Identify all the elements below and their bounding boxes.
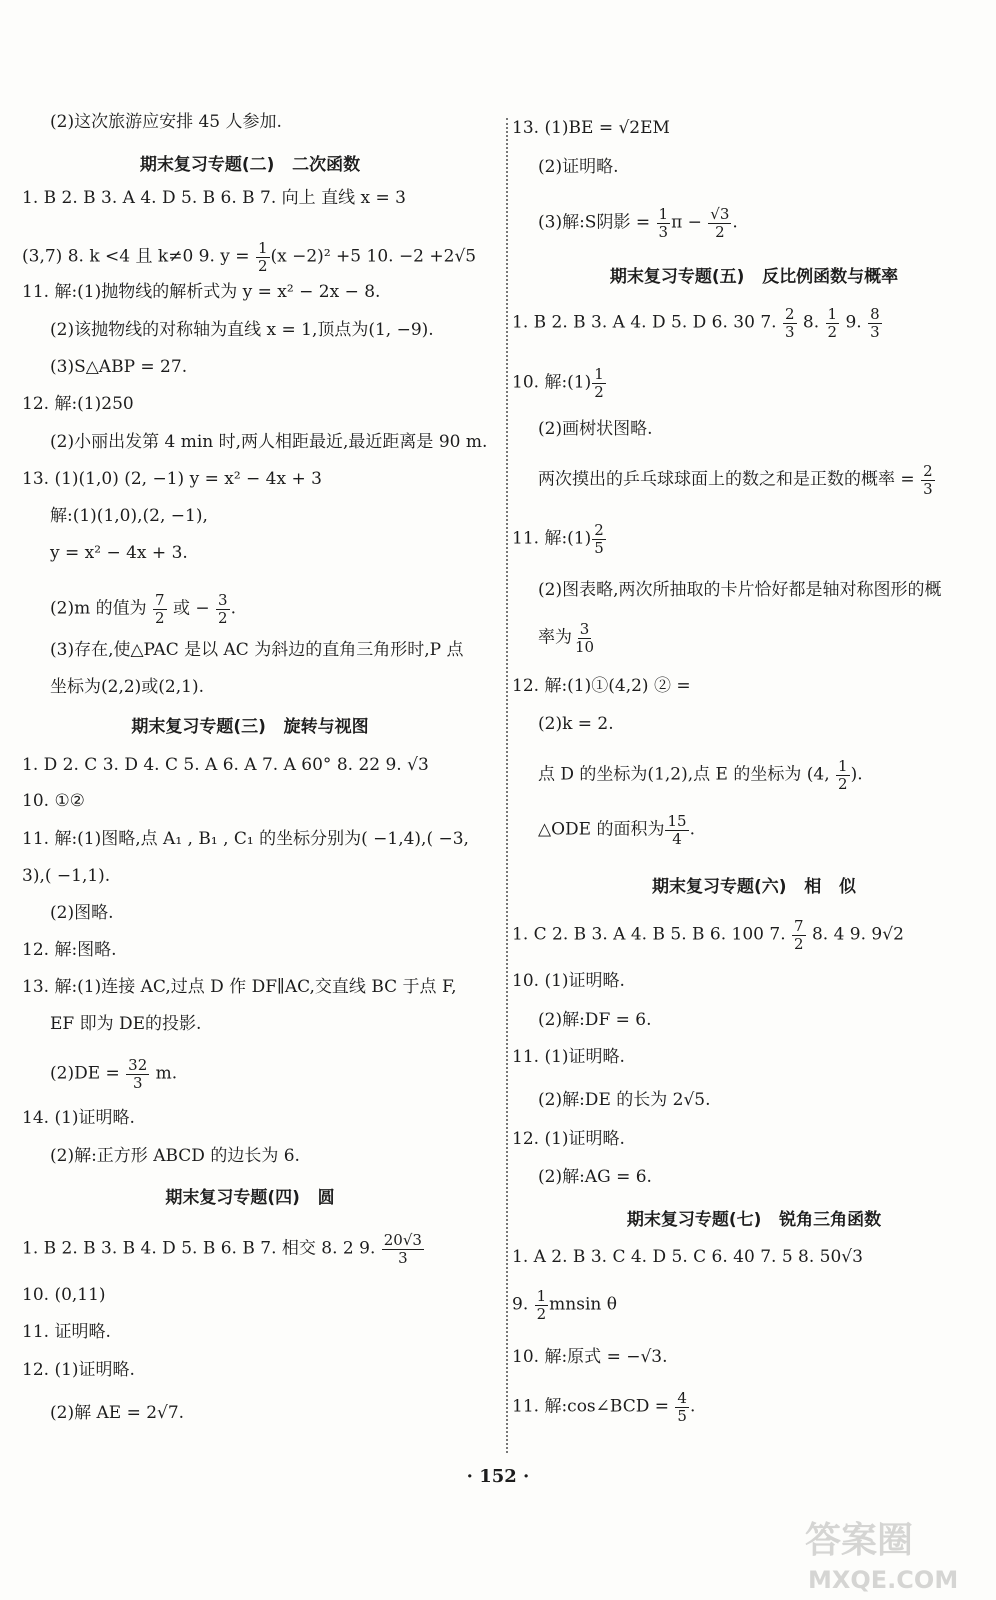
fraction [921,463,935,497]
answer-text: 两次摸出的乒乓球球面上的数之和是正数的概率 = [538,469,921,490]
answer-line: 10. 解:原式 = −√3. [512,1347,668,1367]
fraction-numerator: 32 [128,1056,148,1074]
fraction [256,240,270,274]
answer-line [512,522,607,556]
fraction [708,206,731,240]
answer-line: (2)解:DE 的长为 2√5. [538,1090,711,1110]
fraction [826,306,840,340]
fraction-denominator: 3 [398,1248,408,1267]
fraction-denominator: 4 [672,829,682,848]
answer-line: EF 即为 DE的投影. [50,1014,202,1034]
fraction [216,592,230,626]
fraction-denominator: 5 [594,538,604,557]
fraction [868,306,882,340]
fraction [665,813,688,847]
answer-line: (2)k = 2. [538,714,614,734]
answer-line [512,306,883,340]
fraction-numerator: 3 [579,620,590,638]
fraction-denominator: 2 [715,222,725,241]
answer-line: 11. 解:(1)图略,点 A₁ , B₁ , C₁ 的坐标分别为( −1,4),( −3, [22,829,469,849]
answer-line: 10. (1)证明略. [512,971,625,991]
answer-text: 8. 4 9. 9√2 [806,924,904,945]
answer-line: 3),( −1,1). [22,866,111,886]
fraction-denominator: 3 [923,479,933,498]
answer-line: 11. (1)证明略. [512,1047,625,1067]
answer-line: 12. 解:(1)①(4,2) ② = [512,676,691,696]
answer-line: (2)画树状图略. [538,419,653,439]
answer-text: mnsin θ [549,1294,617,1315]
answer-line [512,1390,695,1424]
answer-line: (2)图略. [50,903,114,923]
fraction-numerator: 20√3 [383,1231,422,1249]
section-heading: 期末复习专题(二) 二次函数 [139,155,361,175]
fraction-numerator: 7 [155,591,165,609]
fraction-numerator: √3 [710,205,730,223]
answer-text: (2)DE = [50,1063,126,1084]
fraction [675,1390,689,1424]
answer-line: (2)该抛物线的对称轴为直线 x = 1,顶点为(1, −9). [50,320,434,340]
answer-line: (2)解:正方形 ABCD 的边长为 6. [50,1146,300,1166]
answer-text: (3)解:S阴影 = [538,212,656,233]
answer-line [538,758,863,792]
answer-text: (3,7) 8. k <4 且 k≠0 9. y = [22,246,255,267]
section-heading: 期末复习专题(三) 旋转与视图 [131,717,369,737]
answer-text: 或 − [167,598,216,619]
answer-line: 10. (0,11) [22,1285,106,1305]
answer-line: 11. 证明略. [22,1322,111,1342]
answer-text: 1. B 2. B 3. B 4. D 5. B 6. B 7. 相交 8. 2 9. [22,1238,381,1259]
answer-text: 率为 [538,627,572,648]
section-heading: 期末复习专题(七) 锐角三角函数 [626,1210,882,1230]
fraction [783,306,797,340]
fraction-denominator: 10 [575,637,595,656]
fraction-denominator: 2 [218,608,228,627]
answer-text: (x −2)² +5 10. −2 +2√5 [270,246,477,267]
answer-line: (2)解:DF = 6. [538,1010,652,1030]
fraction-numerator: 3 [218,591,228,609]
column-divider [506,118,508,1453]
page-number: · 152 · [466,1466,530,1487]
answer-line [538,621,597,655]
answer-line: (2)解 AE = 2√7. [50,1403,185,1423]
fraction-numerator: 15 [667,812,687,830]
fraction-denominator: 2 [794,934,804,953]
answer-line: (2)图表略,两次所抽取的卡片恰好都是轴对称图形的概 [538,580,942,600]
answer-text: . [732,212,738,233]
fraction [153,592,167,626]
answer-line: 1. B 2. B 3. A 4. D 5. B 6. B 7. 向上 直线 x = 3 [22,188,406,208]
fraction-denominator: 3 [132,1073,143,1092]
fraction [657,206,671,240]
answer-line: 12. 解:(1)250 [22,394,134,414]
answer-text: 1. C 2. B 3. A 4. B 5. B 6. 100 7. [512,924,791,945]
answer-line [22,240,476,274]
answer-text: 11. 解:(1) [512,528,592,549]
fraction-numerator: 2 [923,462,933,480]
answer-line: 10. ①② [22,791,85,811]
fraction [126,1057,149,1091]
fraction-numerator: 1 [658,205,669,223]
answer-line: (2)小丽出发第 4 min 时,两人相距最近,最近距离是 90 m. [50,432,488,452]
answer-text: ). [850,764,863,785]
section-heading: 期末复习专题(四) 圆 [165,1188,335,1208]
fraction-denominator: 5 [677,1406,687,1425]
fraction-denominator: 2 [536,1304,547,1323]
answer-line: 解:(1)(1,0),(2, −1), [50,506,208,526]
fraction-numerator: 1 [536,1287,547,1305]
answer-line: 14. (1)证明略. [22,1108,135,1128]
answer-line [512,366,607,400]
fraction [792,918,806,952]
fraction-numerator: 1 [594,365,604,383]
answer-line [512,1288,617,1322]
watermark-line1: 答案圈 [805,1520,914,1561]
fraction [573,621,596,655]
fraction [592,522,606,556]
answer-line: (3)S△ABP = 27. [50,357,188,377]
fraction-numerator: 2 [594,521,604,539]
answer-line [50,1057,177,1091]
answer-line: 坐标为(2,2)或(2,1). [50,677,205,697]
fraction-numerator: 1 [838,757,848,775]
answer-text: 9. [512,1294,534,1315]
fraction-numerator: 2 [784,305,795,323]
answer-line: 12. (1)证明略. [512,1129,625,1149]
answer-line: 12. (1)证明略. [22,1360,135,1380]
answer-line [50,592,236,626]
answer-line [22,1232,425,1266]
answer-line: (2)证明略. [538,157,619,177]
fraction [592,366,606,400]
answer-text: △ODE 的面积为 [538,819,665,840]
answer-line: 11. 解:(1)抛物线的解析式为 y = x² − 2x − 8. [22,282,381,302]
answer-text: 点 D 的坐标为(1,2),点 E 的坐标为 (4, [538,764,836,785]
fraction-numerator: 4 [677,1389,687,1407]
fraction-denominator: 2 [827,322,838,341]
answer-line: 1. A 2. B 3. C 4. D 5. C 6. 40 7. 5 8. 50√3 [512,1247,863,1267]
answer-line: y = x² − 4x + 3. [50,543,188,563]
answer-line [512,918,904,952]
answer-text: 11. 解:cos∠BCD = [512,1396,675,1417]
fraction-numerator: 1 [827,305,838,323]
answer-line: (2)这次旅游应安排 45 人参加. [50,112,282,132]
answer-text: 1. B 2. B 3. A 4. D 5. D 6. 30 7. [512,312,782,333]
fraction-denominator: 3 [870,322,880,341]
watermark-logo [800,1510,975,1595]
answer-text: . [689,819,695,840]
answer-line: 12. 解:图略. [22,940,117,960]
fraction-numerator: 8 [870,305,880,323]
answer-line: 13. (1)(1,0) (2, −1) y = x² − 4x + 3 [22,469,322,489]
answer-line [538,206,738,240]
fraction-denominator: 3 [658,222,669,241]
answer-text: 10. 解:(1) [512,372,592,393]
answer-text: . [230,598,236,619]
fraction-denominator: 2 [257,256,268,275]
answer-text: . [689,1396,696,1417]
answer-line: 13. (1)BE = √2EM [512,118,670,138]
answer-text: 8. [797,312,825,333]
fraction-numerator: 7 [794,917,804,935]
answer-line: (2)解:AG = 6. [538,1167,652,1187]
section-heading: 期末复习专题(五) 反比例函数与概率 [609,267,899,287]
answer-line [538,463,936,497]
fraction-denominator: 3 [784,322,795,341]
fraction [382,1232,424,1266]
answer-text: m. [150,1063,178,1084]
fraction-denominator: 2 [155,608,165,627]
watermark-line2: MXQE.COM [808,1566,959,1594]
answer-text: (2)m 的值为 [50,598,153,619]
answer-line: (3)存在,使△PAC 是以 AC 为斜边的直角三角形时,P 点 [50,640,464,660]
answer-line: 1. D 2. C 3. D 4. C 5. A 6. A 7. A 60° 8. 22 9. √3 [22,755,429,775]
fraction [535,1288,549,1322]
answer-line: 13. 解:(1)连接 AC,过点 D 作 DF∥AC,交直线 BC 于点 F, [22,977,457,997]
fraction-numerator: 1 [257,239,268,257]
section-heading: 期末复习专题(六) 相 似 [651,877,857,897]
fraction-denominator: 2 [838,774,848,793]
fraction [836,758,850,792]
answer-text: π − [671,212,708,233]
answer-text: 9. [840,312,868,333]
fraction-denominator: 2 [594,382,604,401]
answer-line [538,813,695,847]
